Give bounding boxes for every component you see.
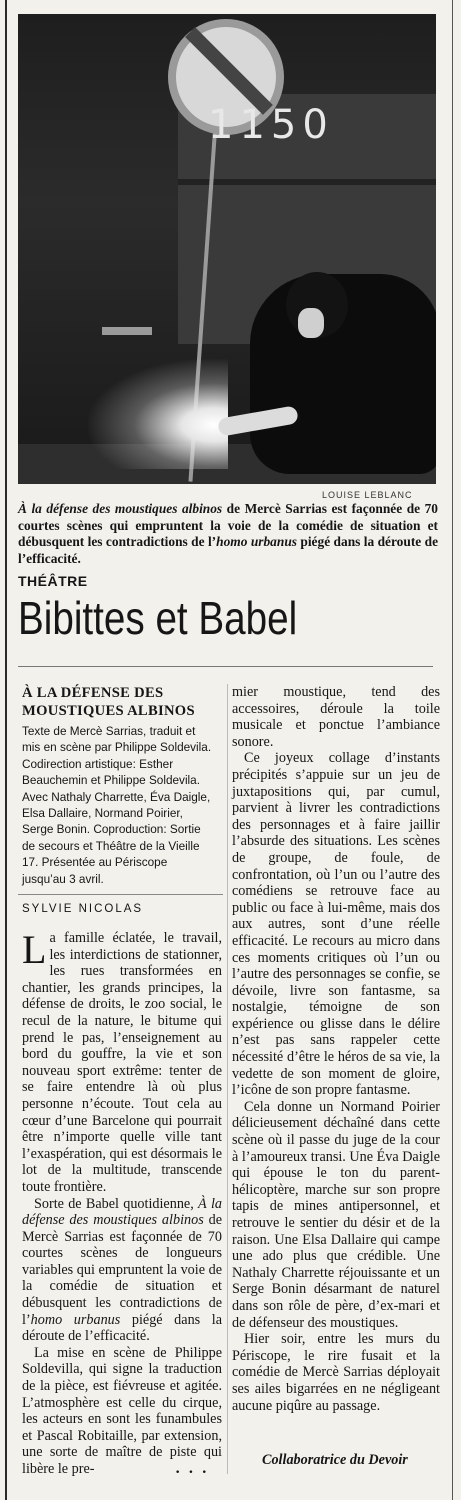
headline-divider (18, 666, 433, 667)
drop-cap: L (22, 927, 47, 972)
paragraph-2-text-b: de Mercè Sarrias est façonnée de 70 courtes scènes de longueurs variables qui empruntent la voie de la comédie de situation et débusquent les contradictions de l’ (22, 1212, 222, 1328)
photo-sign-scrawl: 1150 (208, 102, 334, 148)
photo-caption (18, 501, 438, 567)
paragraph-2-text-c: piégé dans la déroute de l’efficacité. (22, 1311, 222, 1345)
photo-prop (102, 327, 152, 335)
paragraph-1 (22, 927, 222, 1196)
column-rule-left (5, 0, 7, 1500)
photo-panel-seam (178, 179, 436, 185)
section-kicker: THÉÂTRE (18, 573, 88, 589)
paragraph-3: La mise en scène de Philippe Soldevilla, qui signe la traduction de la pièce, est fiévreuse et agitée. L’atmosphère est celle du cirque, les acteurs en sont les funambules et Pascal Robitaille, par extension, une sorte de maître de piste qui libère le pre- (22, 1344, 222, 1477)
paragraph-4: Ce joyeux collage d’instants précipités s’appuie sur un jeu de juxtapositions qui, par cumul, parvient à livrer les contradictions des personnages et à faire jaillir l’absurde des situations. Les scènes de groupe, de foule, de confrontation, où l’un ou l’autre des comédiens se retrouve face au public ou face à lui-même, mais dos aux autres, sont d’une réelle efficacité. Le recours au micro dans ces moments critiques où l’un ou l’autre des personnages se confie, se dévoile, livre son fantasme, sa nostalgie, témoigne de son expérience ou glisse dans le délire n’est pas sans rappeler cette nécessité d’être le héros de sa vie, la vedette de son moment de gloire, l’icône de son propre fantasme. (232, 750, 440, 1099)
column-divider (227, 684, 228, 1474)
paragraph-2-title: À la défense des moustiques albinos (22, 1195, 222, 1229)
play-title: À LA DÉFENSE DES MOUSTIQUES ALBINOS (22, 685, 195, 719)
paragraph-1-text: a famille éclatée, le travail, les interdictions de stationner, les rues transformées en chantier, les grands principes, la défense de droits, le zoo social, le recul de la nature, le bitume qui prend le pas, l’enseignement au bord du gouffre, la vie et son nouveau sport extrême: tenter de se faire entendre là où plus personne n’écoute. Tout cela au cœur d’une Barcelone qui pourrait être n’importe quelle ville tant l’exaspération, qui est désormais le lot de la multitude, transcende toute frontière. (22, 930, 222, 1195)
byline-divider (18, 894, 223, 895)
headline: Bibittes et Babel (18, 592, 298, 644)
caption-title: À la défense des moustiques albinos (18, 501, 223, 516)
paragraph-6: Hier soir, entre les murs du Périscope, le rire fusait et la comédie de Mercè Sarrias déployait ses ailes bigarrées en ne négligeant aucune piqûre au passage. (232, 1331, 440, 1414)
caption-text: de Mercè Sarrias est façonnée de 70 courtes scènes qui empruntent la voie de la comédie de situation et débusquent les contradictions de l’ (18, 501, 438, 549)
caption-text-end: piégé dans la déroute de l’efficacité. (18, 534, 439, 566)
paragraph-2-text-a: Sorte de Babel quotidienne, (34, 1195, 199, 1212)
paragraph-2 (22, 1196, 222, 1345)
production-credits: Texte de Mercè Sarrias, traduit et mis en scène par Philippe Soldevila. Codirection artistique: Esther Beauchemin et Philippe Soldevila. Avec Nathaly Charrette, Éva Daigle, Elsa Dallaire, Normand Poirier, Serge Bonin. Coproduction: Sortie de secours et Théâtre de la Vieille 17. Présentée au Périscope jusqu’au 3 avril. (22, 724, 212, 886)
byline: SYLVIE NICOLAS (22, 903, 144, 915)
caption-latin: homo urbanus (216, 534, 297, 549)
column-rule-right (452, 0, 453, 1500)
article-column-2 (232, 684, 440, 1414)
photo-credit: LOUISE LEBLANC (322, 490, 413, 500)
article-column-1 (22, 927, 222, 1478)
paragraph-2-latin: homo urbanus (30, 1311, 121, 1328)
page-dots: ••• (175, 1468, 215, 1478)
article-photo (18, 14, 436, 484)
author-sign-off: Collaboratrice du Devoir (262, 1452, 408, 1468)
paragraph-5: Cela donne un Normand Poirier délicieusement déchaîné dans cette scène où il passe du juge de la cour à l’amoureux transi. Une Éva Daigle qui épouse le ton du parent-hélicoptère, marche sur son propre tapis de mines antipersonnel, et retrouve le sentier du désir et de la raison. Une Elsa Dallaire qui campe une ado plus que crédible. Une Nathaly Charrette réjouissante et un Serge Bonin désarmant de naturel dans son rôle de père, d’ex-mari et de défenseur des moustiques. (232, 1098, 441, 1331)
photo-actress-face (298, 308, 324, 338)
grinder-sparks (88, 359, 228, 469)
paragraph-3-continued: mier moustique, tend des accessoires, déroule la toile musicale et ponctue l’ambiance sonore. (232, 684, 440, 750)
